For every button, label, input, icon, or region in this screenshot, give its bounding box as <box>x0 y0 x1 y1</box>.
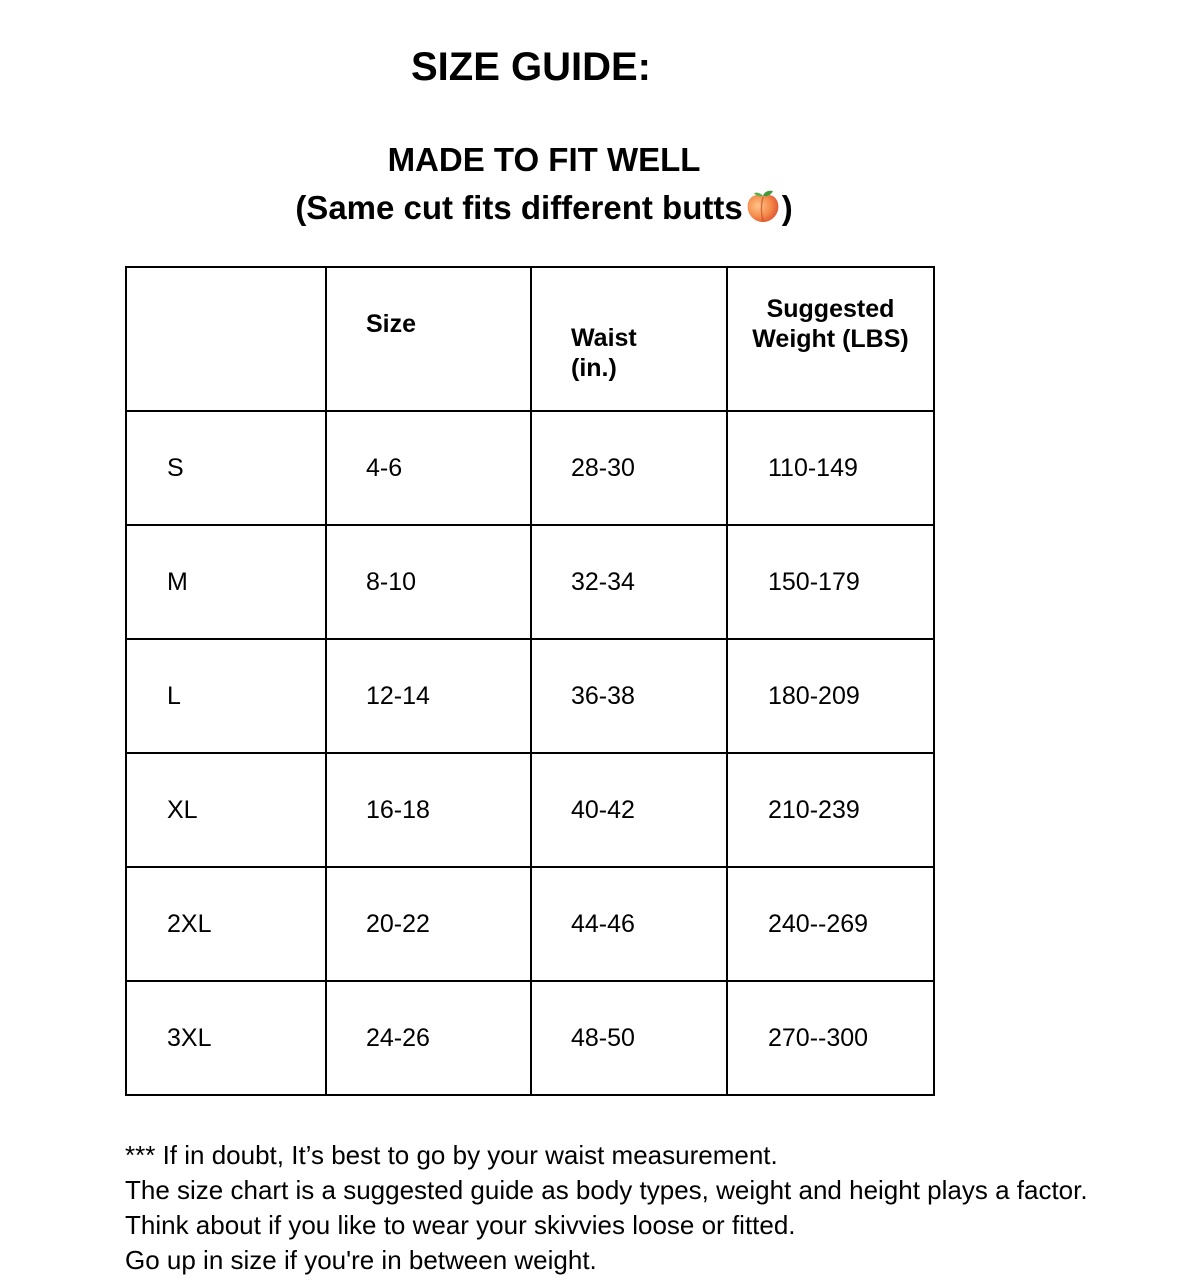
row-label-cell <box>126 753 326 867</box>
row-label: S <box>167 454 184 482</box>
header-waist-label <box>532 323 726 383</box>
row-weight: 240--269 <box>768 910 869 938</box>
table-row <box>126 639 934 753</box>
row-size-cell <box>326 639 531 753</box>
row-size-cell <box>326 411 531 525</box>
row-weight-cell <box>727 411 934 525</box>
note-line: *** If in doubt, It’s best to go by your waist measurement. <box>125 1140 778 1170</box>
row-weight: 180-209 <box>768 682 860 710</box>
row-size: 24-26 <box>366 1024 430 1052</box>
note-line: Go up in size if you're in between weight. <box>125 1245 597 1275</box>
header-cell-blank <box>126 267 326 411</box>
header-waist-line-1: Waist <box>571 324 637 352</box>
row-waist-cell <box>531 639 727 753</box>
size-notes <box>125 1138 1088 1278</box>
row-size: 8-10 <box>366 568 417 596</box>
peach-icon <box>744 189 782 223</box>
row-label-cell <box>126 639 326 753</box>
row-waist: 36-38 <box>571 682 635 710</box>
table-row <box>126 753 934 867</box>
header-weight-line-2: Weight (LBS) <box>752 325 909 353</box>
row-label: 3XL <box>167 1024 212 1052</box>
row-weight-cell <box>727 867 934 981</box>
row-waist: 28-30 <box>571 454 635 482</box>
row-weight-cell <box>727 981 934 1095</box>
row-waist-cell <box>531 411 727 525</box>
row-size: 20-22 <box>366 910 430 938</box>
row-label: M <box>167 568 188 596</box>
table-header-row <box>126 267 934 411</box>
row-label-cell <box>126 411 326 525</box>
row-waist-cell <box>531 525 727 639</box>
table-row <box>126 867 934 981</box>
row-waist-cell <box>531 867 727 981</box>
header-cell-waist <box>531 267 727 411</box>
row-size: 12-14 <box>366 682 430 710</box>
row-label-cell <box>126 867 326 981</box>
header-weight-line-1: Suggested <box>766 295 895 323</box>
row-size-cell <box>326 981 531 1095</box>
header-cell-size <box>326 267 531 411</box>
row-weight: 150-179 <box>768 568 860 596</box>
row-waist-cell <box>531 753 727 867</box>
row-label: XL <box>167 796 198 824</box>
subtitle-line-2-close: ) <box>781 189 793 226</box>
row-weight-cell <box>727 525 934 639</box>
row-weight-cell <box>727 639 934 753</box>
note-line: The size chart is a suggested guide as body types, weight and height plays a factor. <box>125 1175 1088 1205</box>
row-size: 4-6 <box>366 454 403 482</box>
row-waist: 48-50 <box>571 1024 635 1052</box>
row-weight: 110-149 <box>768 454 858 482</box>
row-waist: 44-46 <box>571 910 635 938</box>
header-size-label: Size <box>366 310 417 338</box>
table-row <box>126 525 934 639</box>
row-size-cell <box>326 753 531 867</box>
subtitle-line-2-text: (Same cut fits different butts <box>295 189 743 226</box>
header-weight-label <box>728 294 933 354</box>
row-size-cell <box>326 525 531 639</box>
row-weight-cell <box>727 753 934 867</box>
row-label: 2XL <box>167 910 212 938</box>
row-waist: 40-42 <box>571 796 635 824</box>
header-cell-weight <box>727 267 934 411</box>
row-weight: 210-239 <box>768 796 860 824</box>
row-label-cell <box>126 981 326 1095</box>
row-size: 16-18 <box>366 796 430 824</box>
row-weight: 270--300 <box>768 1024 869 1052</box>
subtitle-line-2 <box>0 188 1088 228</box>
size-chart-table <box>125 266 935 1096</box>
row-waist-cell <box>531 981 727 1095</box>
subtitle-line-1: MADE TO FIT WELL <box>387 141 701 178</box>
table-row <box>126 411 934 525</box>
row-label: L <box>167 682 181 710</box>
row-size-cell <box>326 867 531 981</box>
page-title: SIZE GUIDE: <box>410 45 652 89</box>
row-label-cell <box>126 525 326 639</box>
row-waist: 32-34 <box>571 568 635 596</box>
table-row <box>126 981 934 1095</box>
note-line: Think about if you like to wear your skivvies loose or fitted. <box>125 1210 796 1240</box>
header-waist-line-2: (in.) <box>571 354 617 382</box>
